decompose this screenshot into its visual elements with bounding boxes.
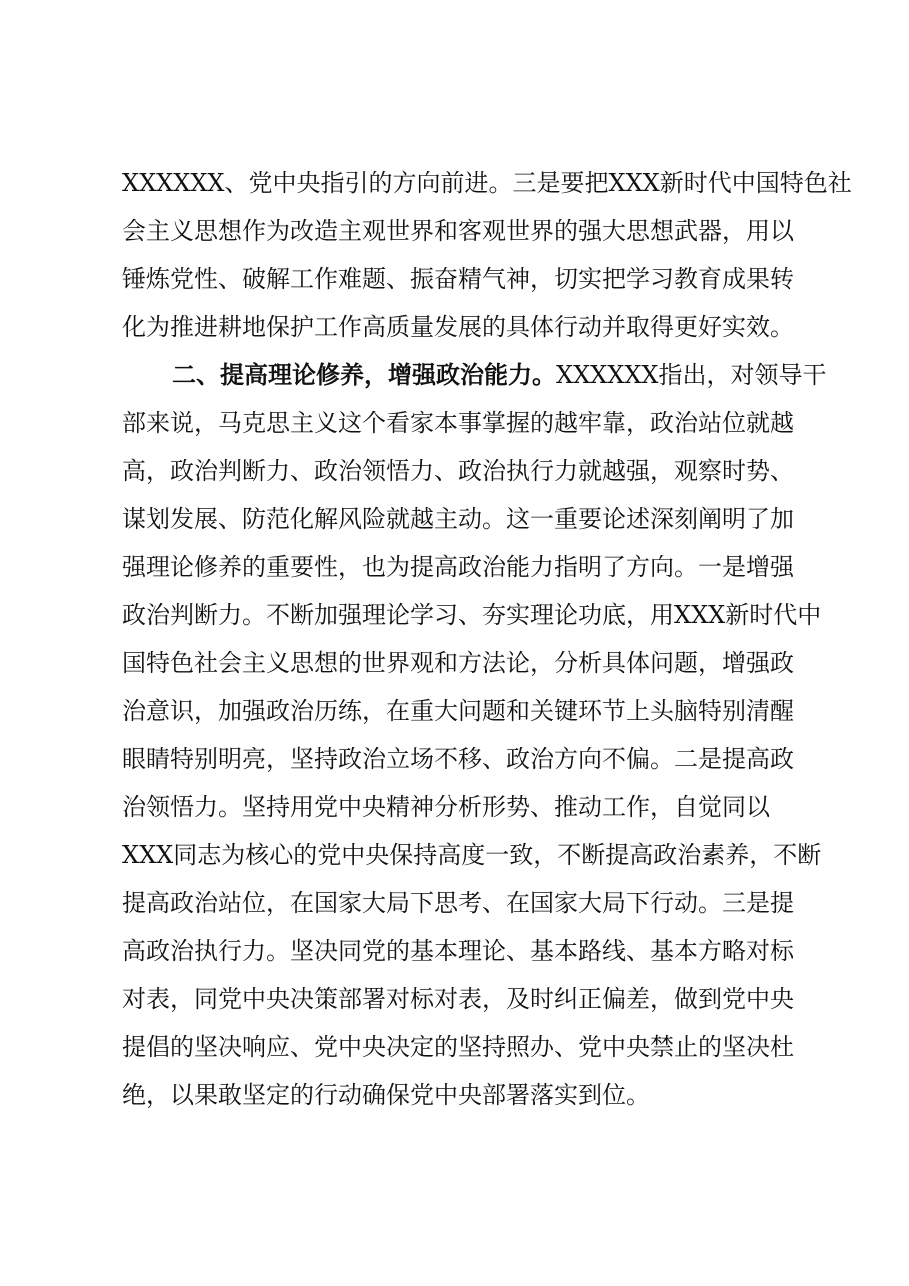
text-line: 提高政治站位，在国家大局下思考、在国家大局下行动。三是提 — [122, 889, 794, 917]
text-line: 谋划发展、防范化解风险就越主动。这一重要论述深刻阐明了加 — [122, 505, 794, 533]
text-line: 化为推进耕地保护工作高质量发展的具体行动并取得更好实效。 — [122, 313, 794, 341]
text-line: 锤炼党性、破解工作难题、振奋精气神，切实把学习教育成果转 — [122, 265, 794, 293]
text-line: 强理论修养的重要性，也为提高政治能力指明了方向。一是增强 — [122, 553, 794, 581]
section-heading-line — [172, 360, 827, 390]
heading-continuation: XXXXXX指出，对领导干 — [556, 361, 827, 389]
text-line: 提倡的坚决响应、党中央决定的坚持照办、党中央禁止的坚决杜 — [122, 1033, 794, 1061]
text-line: 高，政治判断力、政治领悟力、政治执行力就越强，观察时势、 — [122, 457, 794, 485]
text-line: 眼睛特别明亮，坚持政治立场不移、政治方向不偏。二是提高政 — [122, 745, 794, 773]
text-line: 高政治执行力。坚决同党的基本理论、基本路线、基本方略对标 — [122, 937, 794, 965]
text-line: 部来说，马克思主义这个看家本事掌握的越牢靠，政治站位就越 — [122, 409, 794, 437]
text-line: 对表，同党中央决策部署对标对表，及时纠正偏差，做到党中央 — [122, 985, 794, 1013]
section-heading: 二、提高理论修养，增强政治能力。 — [172, 361, 556, 389]
text-line: 国特色社会主义思想的世界观和方法论，分析具体问题，增强政 — [122, 649, 794, 677]
text-line: 政治判断力。不断加强理论学习、夯实理论功底，用XXX新时代中 — [122, 601, 822, 629]
text-line: 治意识，加强政治历练，在重大问题和关键环节上头脑特别清醒 — [122, 697, 794, 725]
text-line: 绝，以果敢坚定的行动确保党中央部署落实到位。 — [122, 1081, 650, 1109]
text-line: XXX同志为核心的党中央保持高度一致，不断提高政治素养，不断 — [122, 841, 822, 869]
text-line: 会主义思想作为改造主观世界和客观世界的强大思想武器，用以 — [122, 217, 794, 245]
text-line: 治领悟力。坚持用党中央精神分析形势、推动工作，自觉同以 — [122, 793, 770, 821]
text-line: XXXXXX、党中央指引的方向前进。三是要把XXX新时代中国特色社 — [122, 169, 852, 197]
